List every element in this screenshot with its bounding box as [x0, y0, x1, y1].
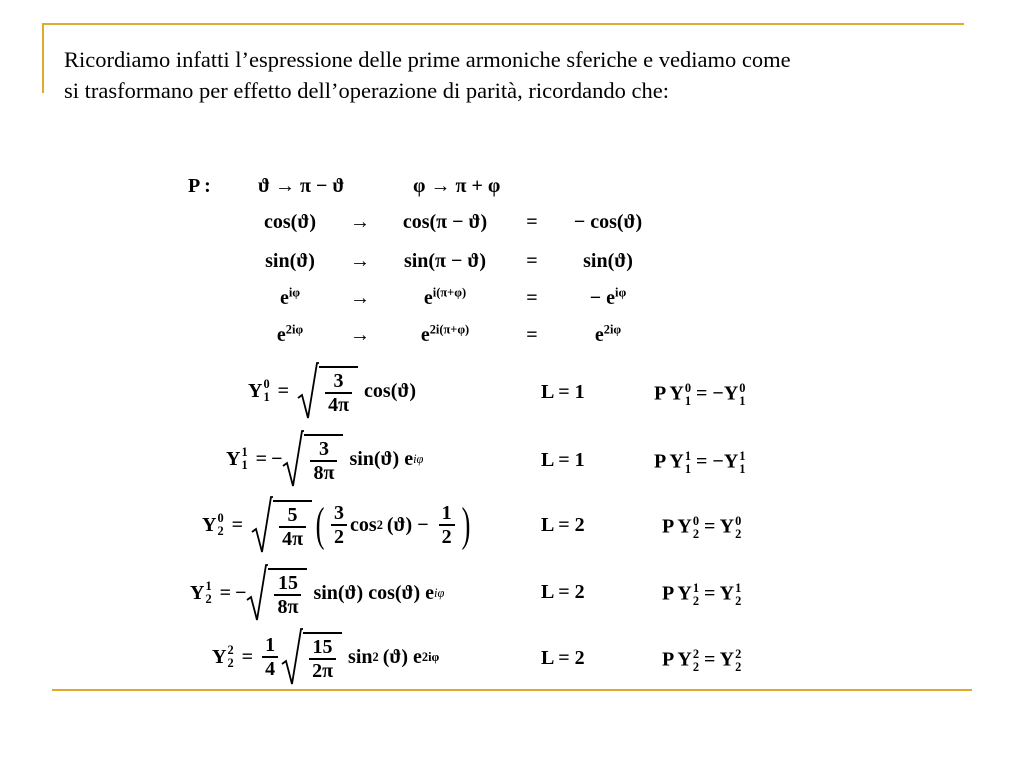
cos-arrow: →: [350, 211, 370, 233]
l-value: L = 1: [541, 381, 585, 403]
exp2-mid: $e^{2i(\pi+\varphi)}$: [420, 322, 470, 346]
harmonic-y20: Y 0 2 = $\frac{5}{4\pi}$ ( $\frac{3}{2}$ cos 2 (ϑ) − $\frac{1}{2}$ ): [202, 494, 474, 556]
exp2-lhs: $e^{2i\varphi}$: [276, 322, 304, 346]
parity-result: P Y 0 2 = Y 0 2: [662, 514, 742, 542]
sin-rhs: sin(ϑ): [583, 250, 633, 272]
parity-result: P Y 0 1 = −Y 0 1: [654, 381, 746, 409]
sqrt-sign: $\frac{15}{2\pi}$: [281, 628, 342, 686]
exp-lhs: $e^{i\varphi}$: [279, 285, 301, 309]
bottom-rule: [52, 689, 972, 691]
l-value: L = 2: [541, 514, 585, 536]
cos-eq: =: [526, 211, 538, 233]
cos-rhs: − cos(ϑ): [573, 211, 643, 233]
sin-mid: sin(π − ϑ): [403, 250, 487, 272]
l-value: L = 2: [541, 581, 585, 603]
parity-result: P Y 1 2 = Y 1 2: [662, 581, 742, 609]
harmonic-y10: Y 0 1 = $\frac{3}{4\pi}$ cos(ϑ): [248, 360, 416, 422]
sqrt-sign: $\frac{3}{8\pi}$: [282, 430, 343, 488]
sin-arrow: →: [350, 250, 370, 272]
intro-text: [64, 44, 994, 106]
exp-mid: $e^{i(\pi+\varphi)}$: [423, 285, 467, 309]
exp2-eq: =: [526, 324, 538, 346]
cos-lhs: cos(ϑ): [264, 211, 316, 233]
left-rule: [42, 23, 44, 93]
harmonic-y11: Y 1 1 = − $\frac{3}{8\pi}$ sin(ϑ) e iφ: [226, 428, 423, 490]
intro-line-2: si trasformano per effetto dell’operazione di parità, ricordando che:: [64, 78, 669, 103]
top-rule: [42, 23, 964, 25]
sqrt-sign: $\frac{15}{8\pi}$: [246, 564, 307, 622]
exp2-arrow: →: [350, 324, 370, 346]
sqrt-sign: $\frac{5}{4\pi}$: [251, 496, 312, 554]
parity-result: P Y 2 2 = Y 2 2: [662, 647, 742, 675]
cos-mid: cos(π − ϑ): [402, 211, 488, 233]
theta-map: ϑ → π − ϑ: [258, 175, 345, 197]
sqrt-sign: $\frac{3}{4\pi}$: [297, 362, 358, 420]
l-value: L = 1: [541, 449, 585, 471]
sin-eq: =: [526, 250, 538, 272]
l-value: L = 2: [541, 647, 585, 669]
exp-rhs: − $e^{i\varphi}$: [589, 285, 627, 309]
harmonic-y21: Y 1 2 = − $\frac{15}{8\pi}$ sin(ϑ) cos(ϑ) e iφ: [190, 562, 444, 624]
phi-map: φ → π + φ: [413, 175, 501, 197]
harmonic-y22: Y 2 2 = $\frac{1}{4}$ $\frac{15}{2\pi}$ sin 2 (ϑ) e 2iφ: [212, 626, 439, 688]
left-paren: (: [315, 498, 325, 551]
parity-label: P :: [188, 175, 211, 197]
exp2-rhs: $e^{2i\varphi}$: [594, 322, 622, 346]
right-paren: ): [461, 498, 470, 551]
exp-arrow: →: [350, 287, 370, 309]
exp-eq: =: [526, 287, 538, 309]
parity-result: P Y 1 1 = −Y 1 1: [654, 449, 746, 477]
intro-line-1: Ricordiamo infatti l’espressione delle prime armoniche sferiche e vediamo come: [64, 47, 791, 72]
sin-lhs: sin(ϑ): [265, 250, 315, 272]
